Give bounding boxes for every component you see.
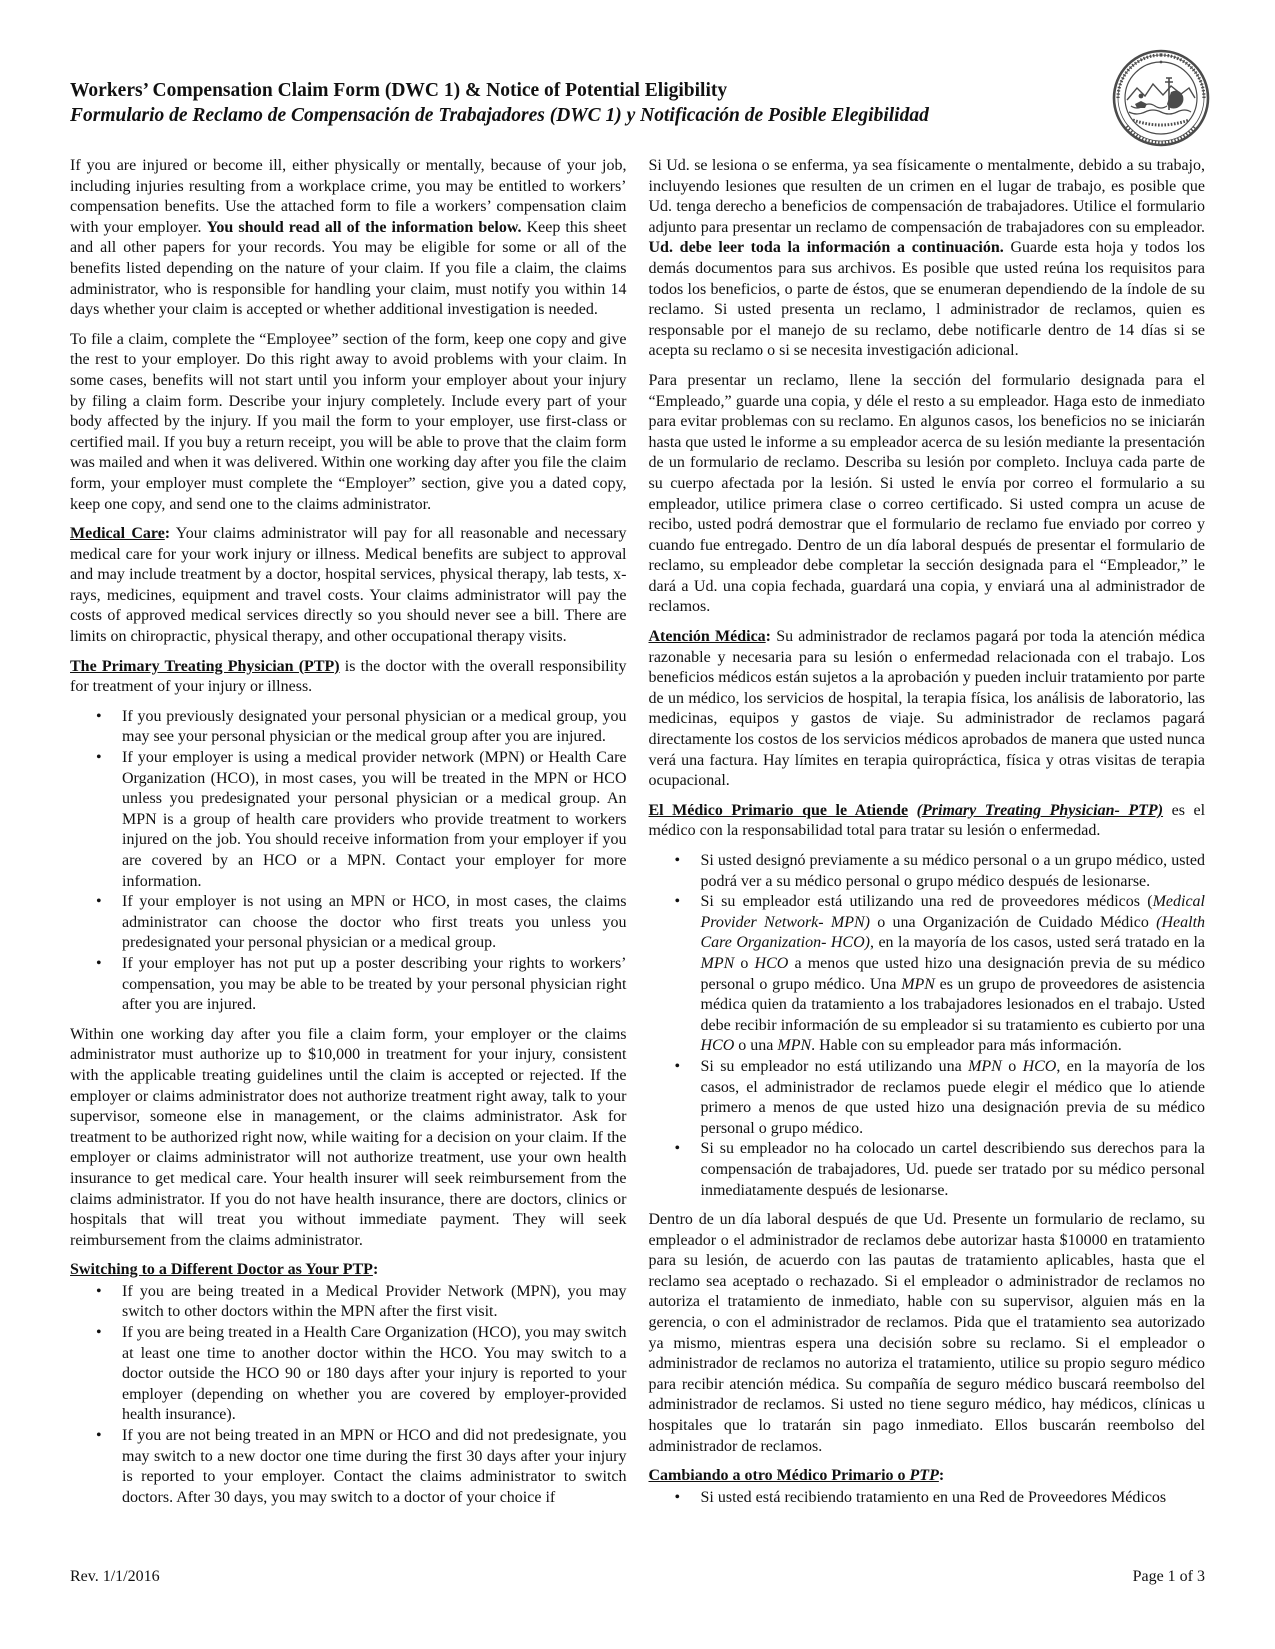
spanish-p-0: Si Ud. se lesiona o se enferma, ya sea físicamente o mentalmente, debido a su trabajo, incluyendo lesiones que resulten de un crimen en el lugar de trabajo, es posible que Ud. tenga derecho a beneficios de compensación de trabajadores. Utilice el formulario adjunto para presentar un reclamo de compensación de trabajadores con su empleador. Ud. debe leer toda la información a continuación. Guarde esta hoja y todos los demás documentos para sus archivos. Es posible que usted reúna los requisitos para todos los beneficios, o parte de éstos, que se enumeran dependiendo de la índole de su reclamo. Si usted presenta un reclamo, l administrador de reclamos, quien es responsable por el manejo de su reclamo, debe notificarle dentro de 14 días si se acepta su reclamo o si se necesita investigación adicional.: [648, 157, 1205, 360]
english-p-2: Medical Care: Your claims administrator will pay for all reasonable and necessary medical care for your work injury or illness. Medical benefits are subject to approval and may include treatment by a doctor, hospital services, physical therapy, lab tests, x-rays, medicines, equipment and travel costs. Your claims administrator will pay the costs of approved medical services directly so you should never see a bill. There are limits on chiropractic, physical therapy, and other occupational therapy visits.: [70, 525, 627, 646]
english-bullet-item: • If your employer is not using an MPN or HCO, in most cases, the claims administrator can choose the doctor who first treats you unless you predesignated your personal physician or a medical group.: [70, 892, 627, 954]
english-bullet-item: • If you are being treated in a Medical Provider Network (MPN), you may switch to other doctors within the MPN after the first visit.: [70, 1282, 627, 1323]
page-title-spanish: Formulario de Reclamo de Compensación de Trabajadores (DWC 1) y Notificación de Posible Elegibilidad: [70, 105, 929, 127]
english-bullet-list-7: [70, 1282, 627, 1509]
english-bullet-item: • If you previously designated your personal physician or a medical group, you may see your personal physician or the medical group after you are injured.: [70, 707, 627, 748]
english-p-1: To file a claim, complete the “Employee” section of the form, keep one copy and give the rest to your employer. Do this right away to avoid problems with your claim. In some cases, benefits will not start until you inform your employer about your injury by filing a claim form. Describe your injury completely. Include every part of your body affected by the injury. If you mail the form to your employer, use first-class or certified mail. If you buy a return receipt, you will be able to prove that the claim form was mailed and when it was delivered. Within one working day after you file the claim form, your employer must complete the “Employer” section, give you a dated copy, keep one copy, and send one to the claims administrator.: [70, 330, 627, 513]
spanish-p-1: Para presentar un reclamo, llene la sección del formulario designada para el “Empleado,” guarde una copia, y déle el resto a su empleador. Haga esto de inmediato para evitar problemas con su reclamo. En algunos casos, los beneficios no se iniciarán hasta que usted le informe a su empleador acerca de su lesión mediante la presentación de un formulario de reclamo. Describa su lesión por completo. Incluya cada parte de su cuerpo afectada por la lesión. Si usted le envía por correo el formulario a su empleador, utilice primera clase o correo certificado. Si usted compra un acuse de recibo, usted podrá demostrar que el formulario de reclamo fue enviado por correo y cuando fue entregado. Dentro de un día laboral después de presentar el formulario de reclamo, su empleador debe completar la sección designada para el “Empleador,” le dará a Ud. una copia fechada, guardará una copia, y enviará una al administrador de reclamos.: [648, 371, 1205, 616]
spanish-bullet-item: • Si usted está recibiendo tratamiento en una Red de Proveedores Médicos: [649, 1488, 1206, 1509]
spanish-p-3: El Médico Primario que le Atiende (Primary Treating Physician- PTP) es el médico con la responsabilidad total para tratar su lesión o enfermedad.: [648, 801, 1206, 840]
revision-date: Rev. 1/1/2016: [70, 1568, 160, 1585]
english-p-5: Within one working day after you file a claim form, your employer or the claims administrator must authorize up to $10,000 in treatment for your injury, consistent with the applicable treating guidelines until the claim is accepted or rejected. If the employer or claims administrator does not authorize treatment right away, talk to your supervisor, someone else in management, or the claims administrator. Ask for treatment to be authorized right now, while waiting for a decision on your claim. If the employer or claims administrator will not authorize treatment, use your own health insurance to get medical care. Your health insurer will seek reimbursement from the claims administrator. If you do not have health insurance, there are doctors, clinics or hospitals that will treat you without immediate payment. They will seek reimbursement from the claims administrator.: [70, 1025, 627, 1249]
english-p-0: If you are injured or become ill, either physically or mentally, because of your job, including injuries resulting from a workplace crime, you may be entitled to workers’ compensation benefits. Use the attached form to file a workers’ compensation claim with your employer. You should read all of the information below. Keep this sheet and all other papers for your records. You may be eligible for some or all of the benefits listed depending on the nature of your claim. If you file a claim, the claims administrator, who is responsible for handling your claim, must notify you within 14 days whether your claim is accepted or whether additional investigation is needed.: [70, 157, 627, 319]
english-bullet-list-4: [70, 707, 627, 1016]
spanish-bullet-item: • Si usted designó previamente a su médico personal o a un grupo médico, usted podrá ver a su médico personal o grupo médico después de lesionarse.: [649, 851, 1206, 892]
page-number: Page 1 of 3: [1132, 1568, 1205, 1585]
spanish-bullet-list-4: [649, 851, 1206, 1201]
english-bullet-item: • If you are being treated in a Health Care Organization (HCO), you may switch at least one time to another doctor within the HCO. You may switch to a doctor outside the HCO 90 or 180 days after your injury is reported to your employer (depending on whether you are covered by employer-provided health insurance).: [70, 1323, 627, 1426]
english-heading-6: Switching to a Different Doctor as Your PTP:: [70, 1261, 379, 1279]
title-block: [70, 66, 929, 129]
spanish-column: [649, 156, 1206, 1517]
spanish-bullet-item: • Si su empleador no ha colocado un cartel describiendo sus derechos para la compensación de trabajadores, Ud. puede ser tratado por su médico personal inmediatamente después de lesionarse.: [649, 1139, 1206, 1201]
two-column-body: [70, 156, 1205, 1517]
spanish-bullet-list-7: [649, 1488, 1206, 1509]
english-bullet-item: • If your employer is using a medical provider network (MPN) or Health Care Organization (HCO), in most cases, you will be treated in the MPN or HCO unless you predesignated your personal physician or a medical group. An MPN is a group of health care providers who provide treatment to workers injured on the job. You should receive information from your employer if you are covered by an HCO or a MPN. Contact your employer for more information.: [70, 748, 627, 892]
spanish-bullet-item: • Si su empleador está utilizando una red de proveedores médicos (Medical Provider Network- MPN) o una Organización de Cuidado Médico (Health Care Organization- HCO), en la mayoría de los casos, usted será tratado en la MPN o HCO a menos que usted hizo una designación previa de su médico personal o grupo médico. Una MPN es un grupo de proveedores de asistencia médica quien da tratamiento a los trabajadores lesionados en el trabajo. Usted debe recibir información de su empleador si su tratamiento es cubierto por una HCO o una MPN. Hable con su empleador para más información.: [649, 892, 1206, 1057]
california-state-seal-icon: [1111, 48, 1211, 148]
page-title-english: Workers’ Compensation Claim Form (DWC 1) & Notice of Potential Eligibility: [70, 80, 728, 101]
english-column: [70, 156, 627, 1517]
spanish-p-5: Dentro de un día laboral después de que Ud. Presente un formulario de reclamo, su empleador o el administrador de reclamos debe autorizar hasta $10000 en tratamiento para su lesión, de acuerdo con las pautas de tratamiento aplicables, hasta que el reclamo sea aceptado o rechazado. Si el empleador o administrador de reclamos no autoriza el tratamiento de inmediato, hable con su supervisor, alguien más en la gerencia, o con el administrador de reclamos. Pida que el tratamiento sea autorizado ya mismo, mientras espera una decisión sobre su reclamo. Si el empleador o administrador de reclamos no autoriza el tratamiento, utilice su propio seguro médico para recibir atención médica. Su compañía de seguro médico buscará reembolso del administrador de reclamos. Si usted no tiene seguro médico, hay médicos, clínicas u hospitales que lo tratarán sin pago inmediato. Ellos buscarán reembolso del administrador de reclamos.: [648, 1211, 1205, 1455]
spanish-heading-6: Cambiando a otro Médico Primario o PTP:: [648, 1467, 945, 1485]
page-header: [70, 66, 1205, 148]
english-p-3: The Primary Treating Physician (PTP) is the doctor with the overall responsibility for treatment of your injury or illness.: [70, 657, 627, 696]
page-footer: [70, 1568, 1205, 1586]
english-bullet-item: • If you are not being treated in an MPN or HCO and did not predesignate, you may switch to a new doctor one time during the first 30 days after your injury is reported to your employer. Contact the claims administrator to switch doctors. After 30 days, you may switch to a doctor of your choice if: [70, 1426, 627, 1508]
spanish-bullet-item: • Si su empleador no está utilizando una MPN o HCO, en la mayoría de los casos, el administrador de reclamos puede elegir el médico que lo atiende primero a menos de que usted hizo una designación previa de su médico personal o grupo médico.: [649, 1057, 1206, 1139]
spanish-p-2: Atención Médica: Su administrador de reclamos pagará por toda la atención médica razonable y necesaria para su lesión o enfermedad relacionada con el trabajo. Los beneficios médicos están sujetos a la aprobación y pueden incluir tratamiento por parte de un médico, los servicios de hospital, la terapia física, los análisis de laboratorio, las medicinas, equipos y gastos de viaje. Su administrador de reclamos pagará directamente los costos de los servicios médicos aprobados de manera que usted nunca verá una factura. Hay límites en terapia quiropráctica, física y otras visitas de terapia ocupacional.: [648, 628, 1205, 790]
english-bullet-item: • If your employer has not put up a poster describing your rights to workers’ compensation, you may be able to be treated by your personal physician right after you are injured.: [70, 954, 627, 1016]
